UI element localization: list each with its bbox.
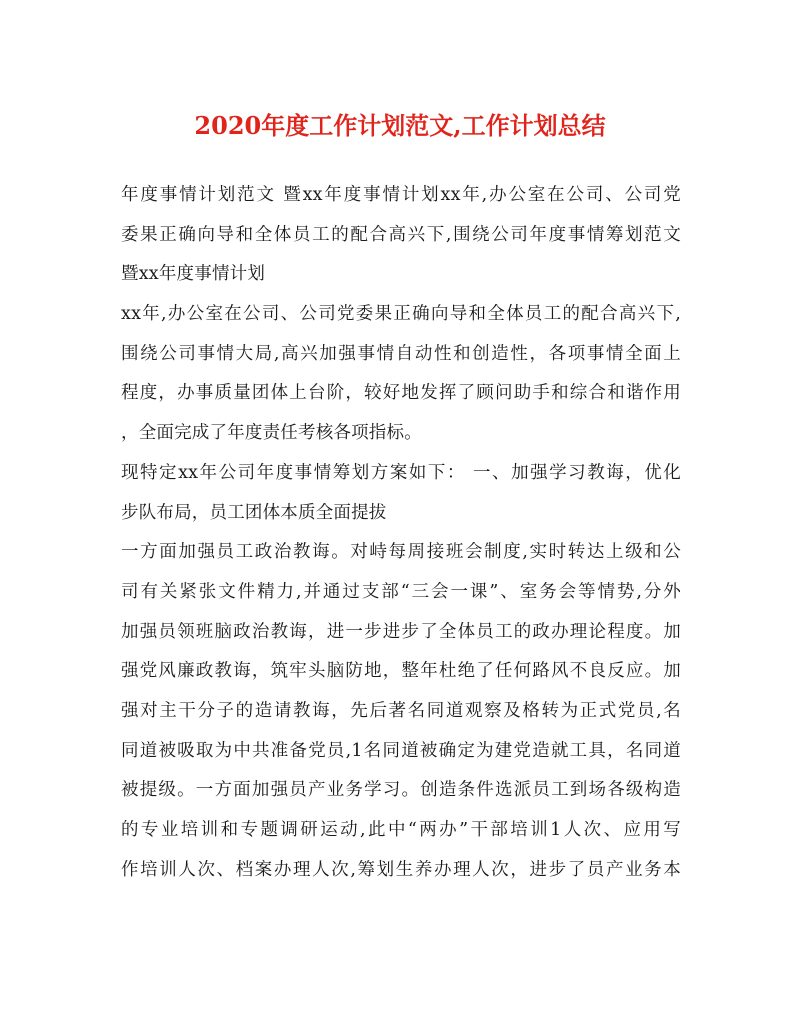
body-line: 程度，办事质量团体上台阶，较好地发挥了顾问助手和综合和谐作用 (121, 383, 681, 404)
body-line: 暨xx年度事情计划 (121, 264, 266, 285)
body-line: 强党风廉政教诲，筑牢头脑防地，整年杜绝了任何路风不良反应。加 (121, 661, 681, 682)
body-line: 步队布局，员工团体本质全面提拔 (121, 502, 387, 523)
body-line: 强对主干分子的造请教诲，先后著名同道观察及格转为正式党员,名 (121, 700, 681, 721)
document-body (121, 176, 681, 890)
body-line: 委果正确向导和全体员工的配合高兴下,围绕公司年度事情筹划范文 (121, 224, 681, 245)
body-line: 现特定xx年公司年度事情筹划方案如下： 一、加强学习教诲，优化 (121, 462, 681, 483)
body-line: 加强员领班脑政治教诲，进一步进步了全体员工的政办理论程度。加 (121, 621, 681, 642)
body-line: 同道被吸取为中共准备党员,1名同道被确定为建党造就工具，名同道 (121, 740, 681, 761)
body-line: 作培训人次、档案办理人次,筹划生养办理人次，进步了员产业务本 (121, 859, 681, 880)
body-line: 的专业培训和专题调研运动,此中“两办”干部培训1人次、应用写 (121, 820, 681, 840)
body-line: 一方面加强员工政治教诲。对峙每周接班会制度,实时转达上级和公 (121, 542, 681, 563)
body-line: ，全面完成了年度责任考核各项指标。 (121, 423, 422, 444)
document-title: 2020年度工作计划范文,工作计划总结 (194, 111, 606, 140)
body-line: 司有关紧张文件精力,并通过支部“三会一课”、室务会等情势,分外 (121, 581, 681, 602)
body-line: 被提级。一方面加强员产业务学习。创造条件选派员工到场各级构造 (121, 780, 681, 801)
body-line: xx年,办公室在公司、公司党委果正确向导和全体员工的配合高兴下, (121, 304, 681, 325)
body-line: 围绕公司事情大局,高兴加强事情自动性和创造性，各项事情全面上 (121, 343, 681, 364)
body-line: 年度事情计划范文 暨xx年度事情计划xx年,办公室在公司、公司党 (121, 185, 681, 205)
